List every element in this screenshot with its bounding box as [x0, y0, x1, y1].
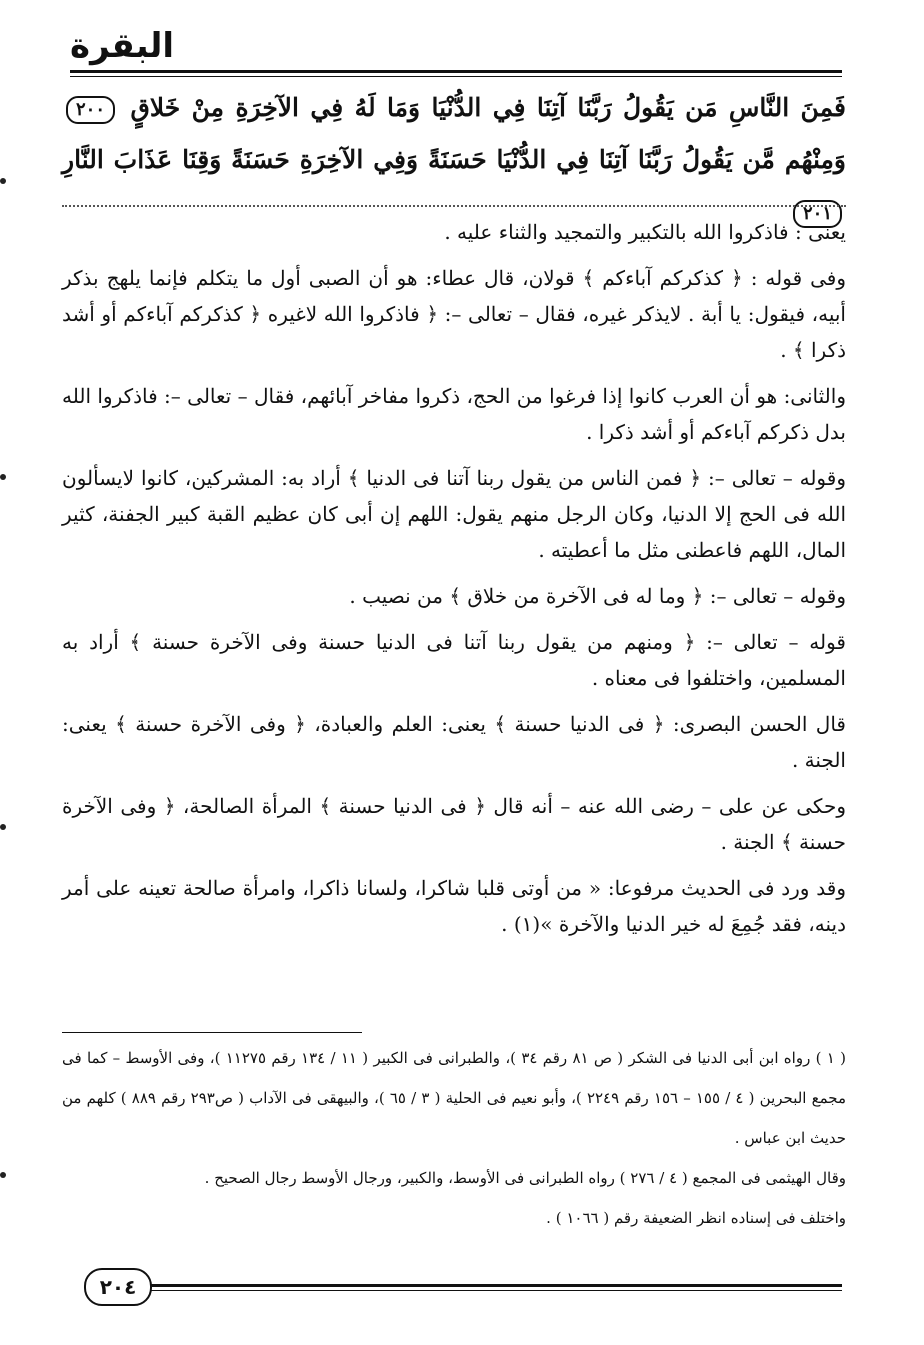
paragraph: وقد ورد فى الحديث مرفوعا: « من أوتى قلبا شاكرا، ولسانا ذاكرا، وامرأة صالحة تعينه على أمر دينه، فقد جُمِعَ له خير الدنيا والآخرة »(١) . [62, 876, 846, 936]
footnotes [62, 1038, 846, 1238]
header-rule-thin [70, 76, 842, 77]
paragraph: وحكى عن على – رضى الله عنه – أنه قال ﴿ فى الدنيا حسنة ﴾ المرأة الصالحة، ﴿ وفى الآخرة حسنة ﴾ الجنة . [62, 794, 846, 854]
margin-dot [0, 474, 6, 480]
verse-line-2: وَمِنْهُم مَّن يَقُولُ رَبَّنَا آتِنَا فِي الدُّنْيَا حَسَنَةً وَفِي الآخِرَةِ حَسَنَةً وَقِنَا عَذَابَ النَّارِ [62, 145, 846, 174]
footnote: واختلف فى إسناده انظر الضعيفة رقم ( ١٠٦٦ ) . [546, 1209, 846, 1227]
ayah-number-200: ٢٠٠ [66, 96, 115, 124]
margin-dot [0, 1172, 6, 1178]
paragraph: وفى قوله : ﴿ كذكركم آباءكم ﴾ قولان، قال عطاء: هو أن الصبى أول ما يتكلم فإنما يلهج بذكر أبيه، فيقول: يا أبة . لايذكر غيره، فقال – تعالى –: ﴿ فاذكروا الله لاغيره ﴿ كذكركم آباءكم أو أشد ذكرا ﴾ . [62, 266, 846, 362]
paragraph: وقوله – تعالى –: ﴿ وما له فى الآخرة من خلاق ﴾ من نصيب . [349, 584, 846, 608]
paragraph: قوله – تعالى –: ﴿ ومنهم من يقول ربنا آتنا فى الدنيا حسنة وفى الآخرة حسنة ﴾ أراد به المسلمين، واختلفوا فى معناه . [62, 630, 846, 690]
page-number: ٢٠٤ [84, 1268, 152, 1306]
margin-dot [0, 178, 6, 184]
footnote: وقال الهيثمى فى المجمع ( ٤ / ٢٧٦ ) رواه الطبرانى فى الأوسط، والكبير، ورجال الأوسط رجال الصحيح . [204, 1169, 846, 1187]
paragraph: يعنى : فاذكروا الله بالتكبير والتمجيد والثناء عليه . [444, 220, 846, 244]
verse-line-1: فَمِنَ النَّاسِ مَن يَقُولُ رَبَّنَا آتِنَا فِي الدُّنْيَا وَمَا لَهُ فِي الآخِرَةِ مِنْ خَلاقٍ [130, 93, 846, 122]
footer-rule-thick [150, 1284, 842, 1287]
paragraph: والثانى: هو أن العرب كانوا إذا فرغوا من الحج، ذكروا مفاخر آبائهم، فقال – تعالى –: فاذكروا الله بدل ذكركم آباءكم أو أشد ذكرا . [62, 384, 846, 444]
verse-separator [62, 205, 846, 207]
commentary-text [62, 214, 846, 952]
ayah-number-201: ٢٠١ [793, 200, 842, 228]
footnote: ( ١ ) رواه ابن أبى الدنيا فى الشكر ( ص ٨١ رقم ٣٤ )، والطبرانى فى الكبير ( ١١ / ١٣٤ رقم ١١٢٧٥ )، وفى الأوسط – كما فى مجمع البحرين ( ٤ / ١٥٥ – ١٥٦ رقم ٢٢٤٩ )، وأبو نعيم فى الحلية ( ٣ / ٦٥ )، والبيهقى فى الآداب ( ص٢٩٣ رقم ٨٨٩ ) كلهم من حديث ابن عباس . [62, 1049, 846, 1147]
paragraph: قال الحسن البصرى: ﴿ فى الدنيا حسنة ﴾ يعنى: العلم والعبادة، ﴿ وفى الآخرة حسنة ﴾ يعنى: الجنة . [62, 712, 846, 772]
paragraph: وقوله – تعالى –: ﴿ فمن الناس من يقول ربنا آتنا فى الدنيا ﴾ أراد به: المشركين، كانوا لايسألون الله فى الحج إلا الدنيا، وكان الرجل منهم يقول: اللهم إن أبى كان عظيم القبة كبير الجفنة، كثير المال، اللهم فاعطنى مثل ما أعطيته . [62, 466, 846, 562]
surah-title: البقرة [70, 26, 174, 66]
header-rule-thick [70, 70, 842, 73]
footnote-rule [62, 1032, 362, 1033]
margin-dot [0, 824, 6, 830]
footer-rule-thin [150, 1290, 842, 1291]
